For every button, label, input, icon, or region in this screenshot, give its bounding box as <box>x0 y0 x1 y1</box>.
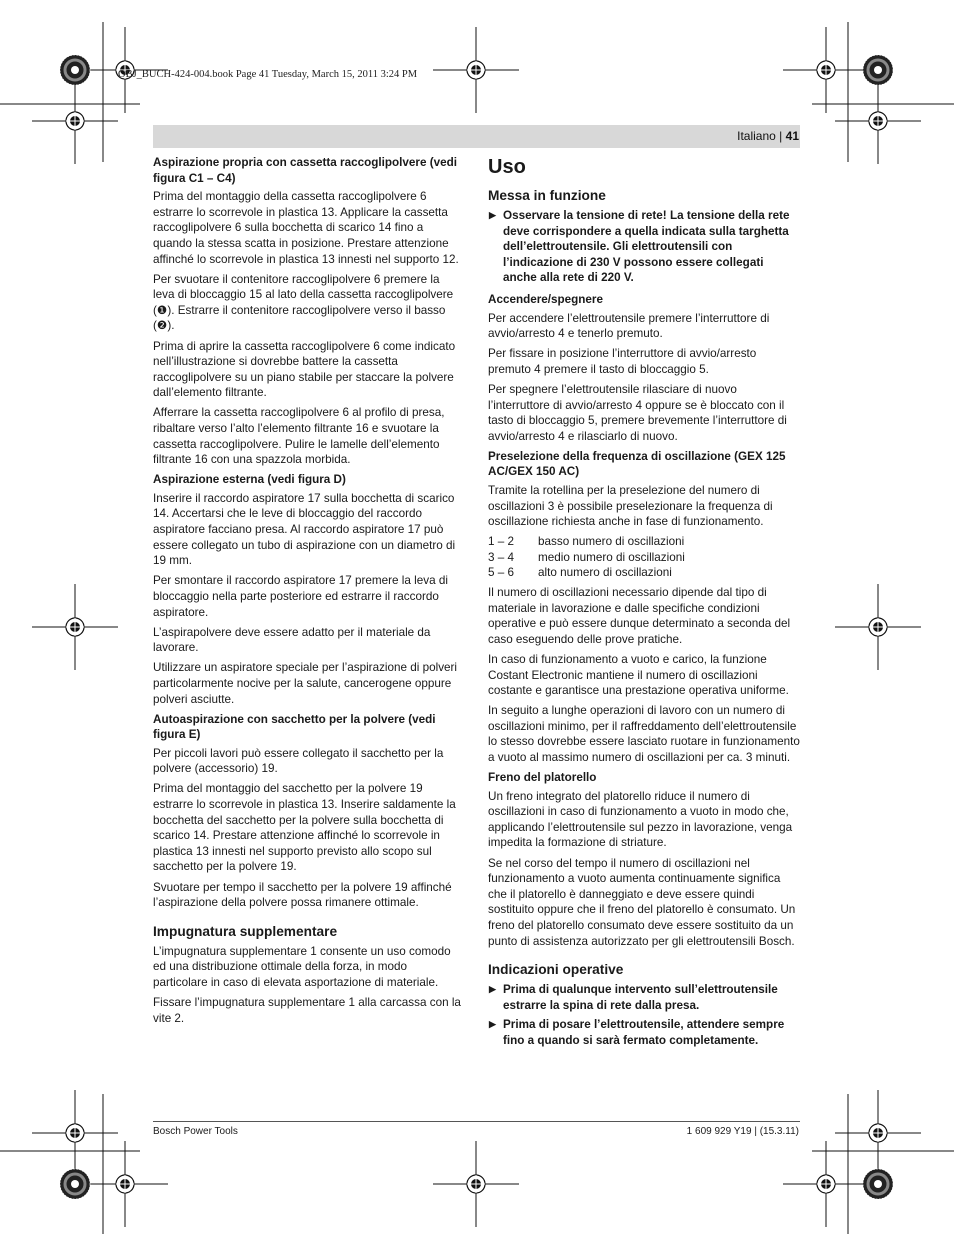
paragraph: Fissare l’impugnatura supplementare 1 alla carcassa con la vite 2. <box>153 996 461 1025</box>
paragraph: Per smontare il raccordo aspiratore 17 premere la leva di bloccaggio nella parte posteriore ed estrarre il raccordo aspiratore. <box>153 574 448 619</box>
table-row: 3 – 4 medio numero di oscillazioni <box>488 550 685 564</box>
table-row: 5 – 6 alto numero di oscillazioni <box>488 566 672 580</box>
bullet-triangle-icon: ▶ <box>489 1019 496 1030</box>
warning-bullet: ▶ Prima di qualunque intervento sull’elettroutensile estrarre la spina di rete dalla presa. <box>489 983 778 1012</box>
section-heading: Preselezione della frequenza di oscillazione (GEX 125 AC/GEX 150 AC) <box>488 449 786 479</box>
subsection-heading: Impugnatura supplementare <box>153 923 338 939</box>
paragraph: Afferrare la cassetta raccoglipolvere 6 al profilo di presa, ribaltare verso l’alto l’elemento filtrante 16 e svuotare la cassetta raccoglipolvere. Pulire le lamelle dell’elemento filtrante 16 con una spazzola morbida. <box>153 406 445 467</box>
paragraph: Svuotare per tempo il sacchetto per la polvere 19 affinché l’aspirazione della polvere possa rimanere ottimale. <box>153 880 452 910</box>
bullet-triangle-icon: ▶ <box>489 210 496 220</box>
paragraph: Prima del montaggio del sacchetto per la polvere 19 estrarre lo scorrevole in plastica 13. Inserire saldamente la bocchetta del sacchetto per la polvere sulla bocchetta di scarico 14. Prestare attenzione affinché lo scorrevole in plastica 13 innesti nel supporto previsto allo scopo sul sacchetto per la polvere 19. <box>153 782 456 874</box>
paragraph: Per piccoli lavori può essere collegato il sacchetto per la polvere (accessorio) 19. <box>153 746 444 776</box>
chapter-title: Uso <box>488 156 526 178</box>
page-label <box>737 129 799 143</box>
paragraph: Per fissare in posizione l’interruttore di avvio/arresto premuto 4 premere il tasto di bloccaggio 5. <box>488 347 757 376</box>
paragraph: In caso di funzionamento a vuoto e carico, la funzione Costant Electronic mantiene il numero di oscillazioni costante e garantisce una prestazione operativa uniforme. <box>488 652 789 698</box>
paragraph: Prima di aprire la cassetta raccoglipolvere 6 come indicato nell’illustrazione si dovrebbe battere la cassetta raccoglipolvere su un piano stabile per staccare la polvere dall’elemento filtrante. <box>153 339 456 400</box>
paragraph: Per spegnere l’elettroutensile rilasciare di nuovo l’interruttore di avvio/arresto 4 oppure se è bloccato con il tasto di bloccaggio 5, premere brevemente l’interruttore di avvio/arresto 4 e rilasciarlo di nuovo. <box>488 382 787 443</box>
paragraph: Utilizzare un aspiratore speciale per l’aspirazione di polveri particolarmente nocive per la salute, cancerogene oppure polveri asciutte. <box>153 661 458 706</box>
subsection-heading: Messa in funzione <box>488 188 606 203</box>
section-heading: Aspirazione esterna (vedi figura D) <box>153 473 346 487</box>
warning-bullet: ▶ Osservare la tensione di rete! La tensione della rete deve corrispondere a quella indicata sulla targhetta dell’elettroutensile. Gli elettroutensili con l’indicazione di 230 V possono essere collegati anche alla rete di 220 V. <box>489 209 790 285</box>
paragraph: Inserire il raccordo aspiratore 17 sulla bocchetta di scarico 14. Accertarsi che le leve di bloccaggio del raccordo aspiratore facciano presa. Al raccordo aspiratore 17 può essere collegato un tubo di aspirazione con un diametro di 19 mm. <box>153 491 456 568</box>
warning-bullet: ▶ Prima di posare l’elettroutensile, attendere sempre fino a quando si sarà fermato completamente. <box>489 1018 785 1047</box>
header-band <box>153 125 800 148</box>
section-heading: Accendere/spegnere <box>488 292 603 306</box>
oscillation-table <box>488 534 800 581</box>
paragraph: Per accendere l’elettroutensile premere l’interruttore di avvio/arresto 4 e tenerlo premuto. <box>488 311 770 341</box>
paragraph: Tramite la rotellina per la preselezione del numero di oscillazioni 3 è possibile preselezionare la frequenza di oscillazione richiesta anche in fase di funzionamento. <box>488 484 773 529</box>
section-heading: Autoaspirazione con sacchetto per la polvere (vedi figura E) <box>153 712 436 742</box>
subsection-heading: Indicazioni operative <box>488 962 624 978</box>
file-header: OBJ_BUCH-424-004.book Page 41 Tuesday, March 15, 2011 3:24 PM <box>118 69 418 80</box>
paragraph: Se nel corso del tempo il numero di oscillazioni nel funzionamento a vuoto aumenta continuamente significa che il platorello è danneggiato e deve essere quindi sostituito oppure che il freno del platorello è consumato. Un freno del platorello consumato deve essere sostituito da un punto di assistenza autorizzato per gli elettroutensili Bosch. <box>488 856 796 948</box>
footer-brand: Bosch Power Tools <box>153 1126 238 1137</box>
section-heading: Aspirazione propria con cassetta raccoglipolvere (vedi figura C1 – C4) <box>153 156 457 185</box>
right-column <box>488 155 800 1053</box>
paragraph: Un freno integrato del platorello riduce il numero di oscillazioni in caso di funzionamento a vuoto in modo che, applicando l’elettroutensile sul pezzo in lavorazione, venga impedita la formazione di striature. <box>488 789 793 850</box>
page-number: 41 <box>785 129 799 143</box>
paragraph: L’impugnatura supplementare 1 consente un uso comodo ed una distribuzione ottimale della forza, in modo particolare in caso di elevata asportazione di materiale. <box>153 944 451 989</box>
footer-rule <box>153 1121 800 1122</box>
bullet-triangle-icon: ▶ <box>489 984 496 995</box>
table-row: 1 – 2 basso numero di oscillazioni <box>488 535 685 549</box>
paragraph: In seguito a lunghe operazioni di lavoro con un numero di oscillazioni minimo, per il raffreddamento dell’elettroutensile lo stesso dovrebbe essere lasciato ruotare in funzionamento a vuoto al massimo numero di oscillazioni per ca. 3 minuti. <box>488 704 800 764</box>
paragraph: Prima del montaggio della cassetta raccoglipolvere 6 estrarre lo scorrevole in plastica 13. Applicare la cassetta raccoglipolvere 6 sulla bocchetta di scarico 14 fino a quando la stessa scatta in posizione. Prestare attenzione affinché lo scorrevole in plastica 13 innesti nel supporto 12. <box>153 190 459 266</box>
paragraph: L’aspirapolvere deve essere adatto per il materiale da lavorare. <box>153 625 431 655</box>
language-label: Italiano <box>737 129 776 143</box>
paragraph: Il numero di oscillazioni necessario dipende dal tipo di materiale in lavorazione e dalle specifiche condizioni operative e può essere dunque determinato a seconda del caso eseguendo delle prove pratiche. <box>488 586 791 646</box>
paragraph: Per svuotare il contenitore raccoglipolvere 6 premere la leva di bloccaggio 15 al lato della cassetta raccoglipolvere (❶). Estrarre il contenitore raccoglipolvere verso il basso (❷). <box>153 272 454 333</box>
separator: | <box>779 129 783 143</box>
section-heading: Freno del platorello <box>488 771 597 785</box>
footer-docnumber: 1 609 929 Y19 | (15.3.11) <box>686 1126 799 1137</box>
left-column <box>153 155 464 1031</box>
